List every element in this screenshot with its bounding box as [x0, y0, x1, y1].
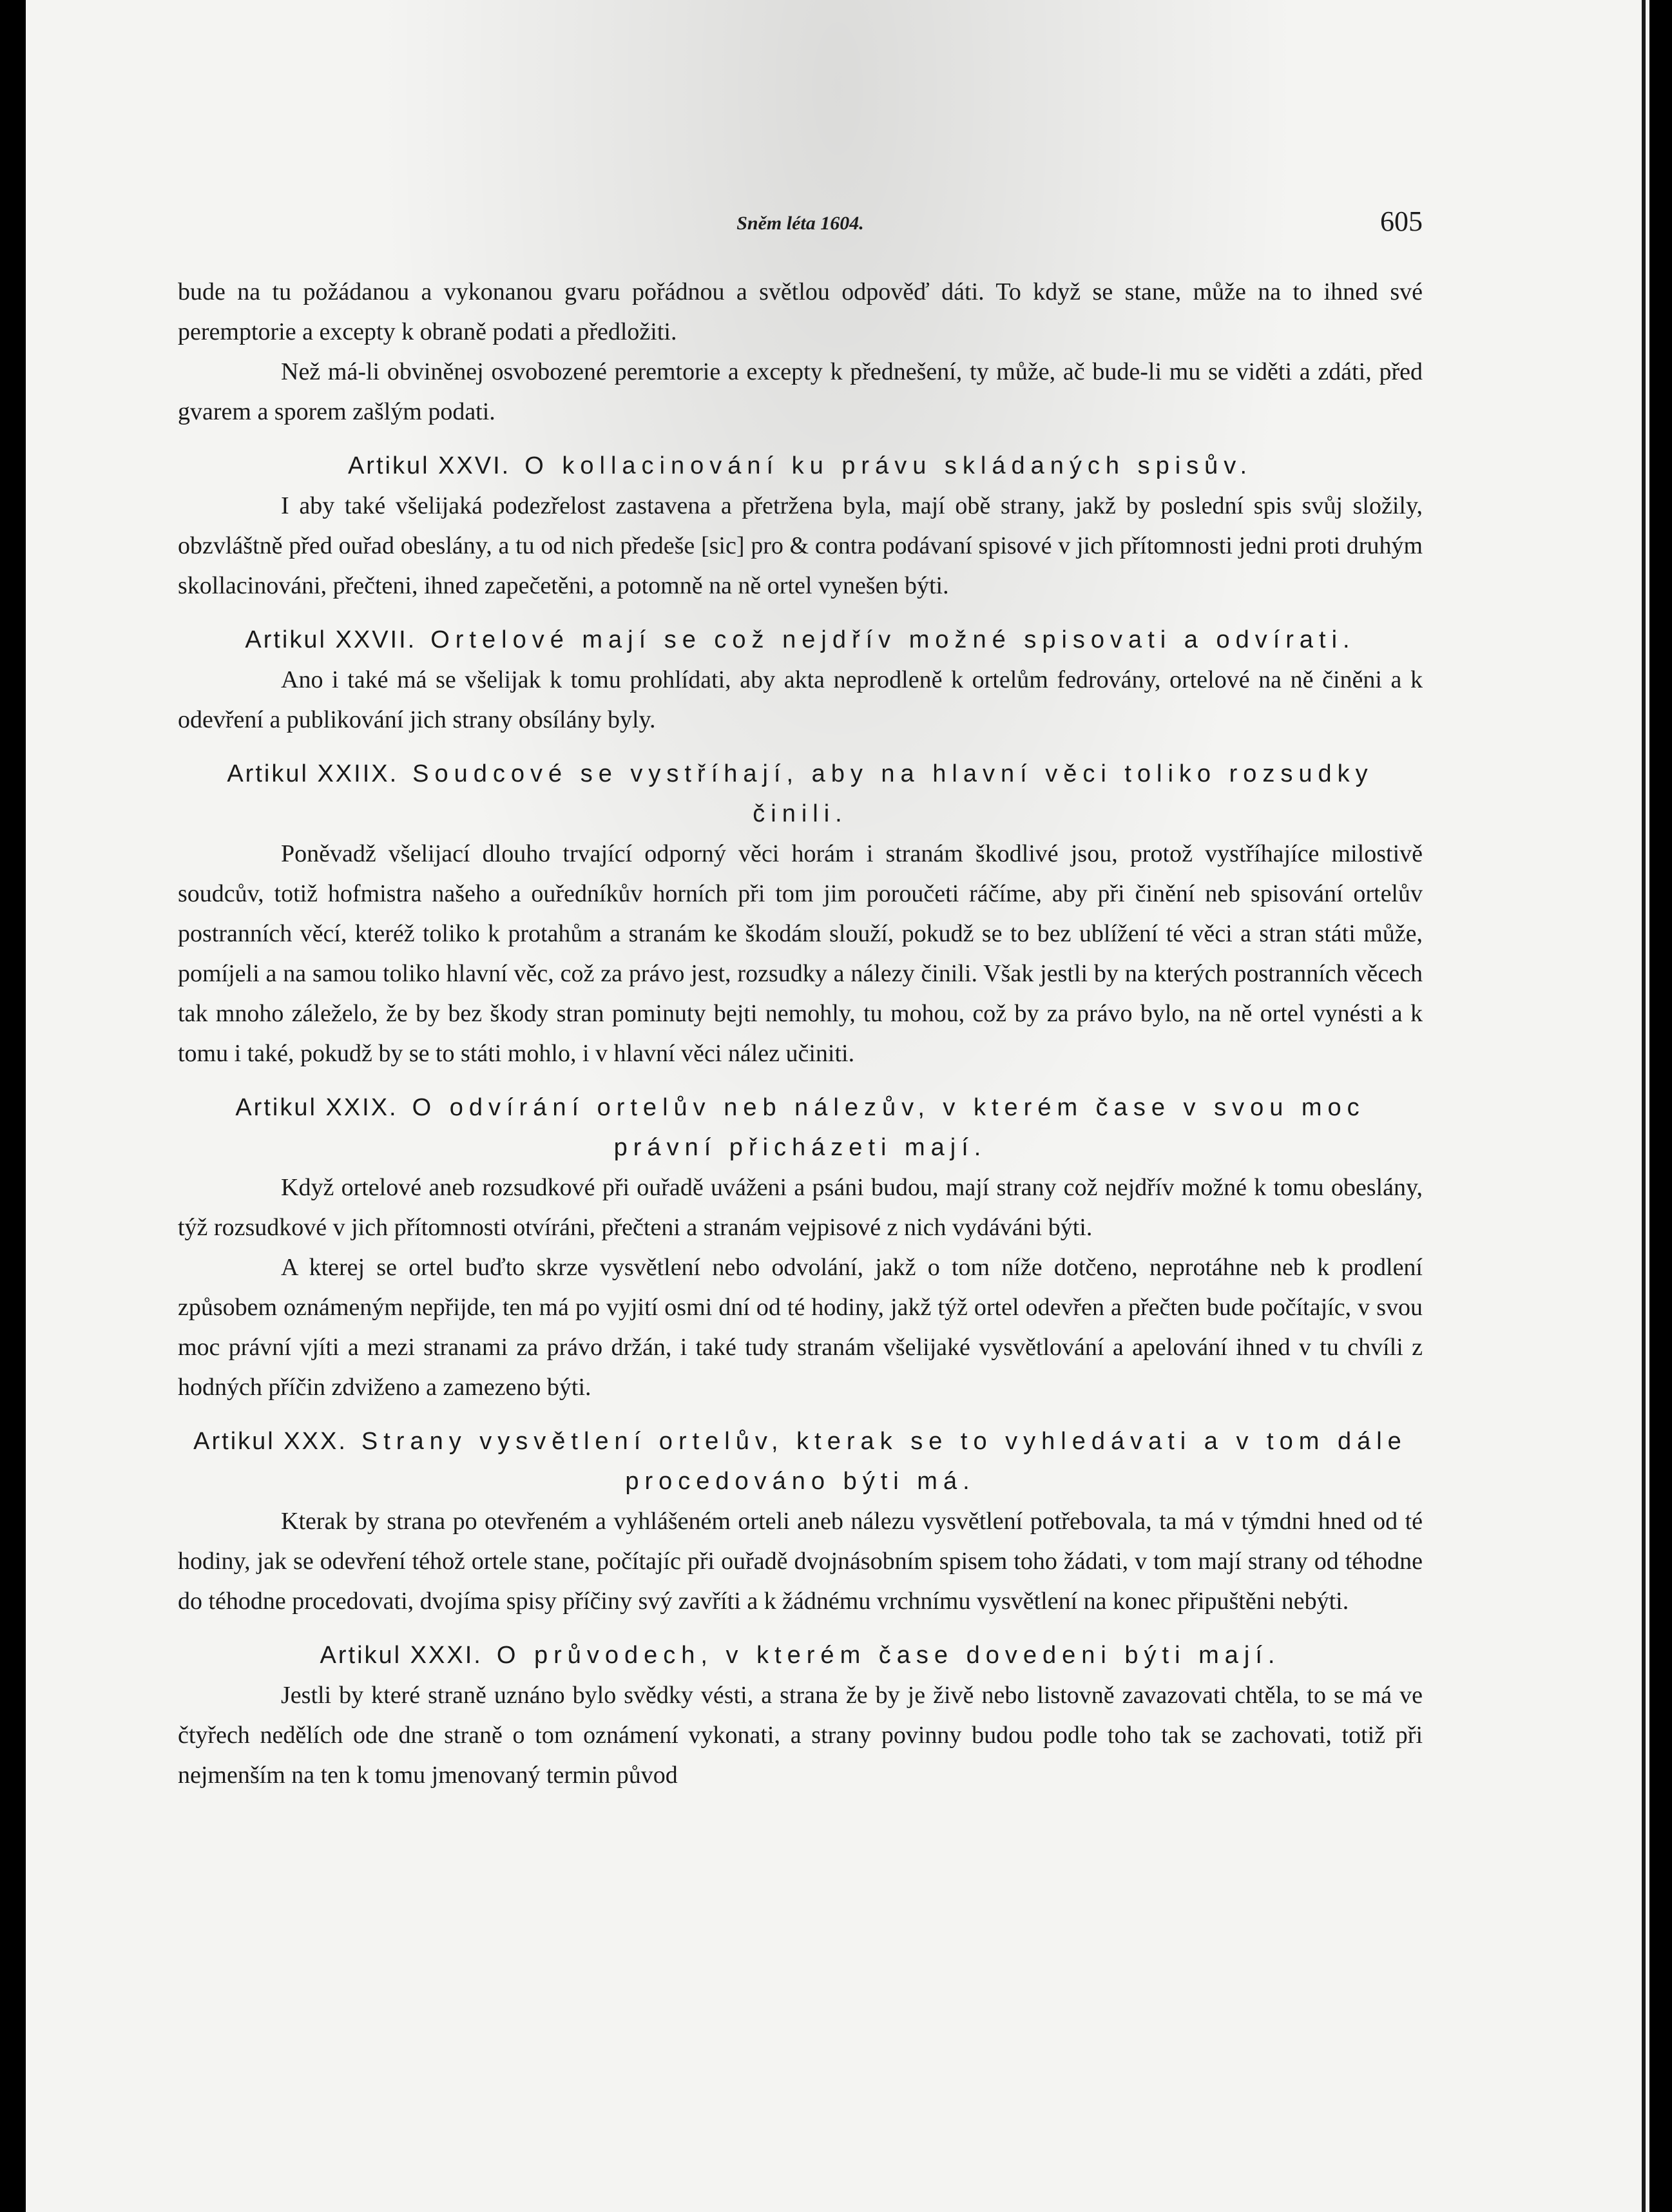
article-label: Artikul XXVI.: [347, 452, 511, 479]
page-number: 605: [1380, 206, 1423, 237]
article-heading: [178, 1088, 1423, 1168]
article-label: Artikul XXIIX.: [227, 760, 399, 787]
article-paragraph: Kterak by strana po otevřeném a vyhlášeném orteli aneb nálezu vysvětlení potřebovala, ta má v týmdni hned od té hodiny, jak se odevření téhož ortele stane, počítajíc při ouřadě dvojnásobním spisem toho žádati, v tom mají strany od téhodne do téhodne procedovati, dvojíma spisy příčiny svý zavříti a k žádnému vrchnímu vysvětlení na konec připuštěni nebýti.: [178, 1508, 1423, 1615]
article-label: Artikul XXXI.: [320, 1642, 483, 1669]
article-title: O odvírání ortelův neb nálezův, v kterém čase v svou moc právní přicházeti mají.: [412, 1094, 1365, 1161]
article-title: Soudcové se vystříhají, aby na hlavní věci toliko rozsudky činili.: [412, 760, 1374, 827]
article-heading: [178, 1421, 1423, 1501]
intro-paragraph-1: bude na tu požádanou a vykonanou gvaru pořádnou a světlou odpověď dáti. To když se stane, může na to ihned své peremptorie a excepty k obraně podati a předložiti.: [178, 278, 1423, 345]
article-paragraph: Poněvadž všelijací dlouho trvající odporný věci horám i stranám škodlivé jsou, protož vystříhajíce milostivě soudcův, totiž hofmistra našeho a ouředníkův horních při tom jim poroučeti ráčíme, aby při činění neb spisování ortelův postranních věcí, kteréž toliko k protahům a stranám ke škodám slouží, pokudž se to bez ublížení té věci a stran státi může, pomíjeli a na samou toliko hlavní věc, což za právo jest, rozsudky a nálezy činili. Však jestli by na kterých postranních věcech tak mnoho záleželo, že by bez škody stran pominuty bejti nemohly, tu mohou, což by za právo bylo, na ně ortel vynésti a k tomu i také, pokudž by se to státi mohlo, i v hlavní věci nález učiniti.: [178, 840, 1423, 1067]
article-paragraph: Když ortelové aneb rozsudkové při ouřadě uváženi a psáni budou, mají strany což nejdřív možné k tomu obeslány, týž rozsudkové v jich přítomnosti otvíráni, přečteni a stranám vejpisové z nich vydáváni býti.: [178, 1174, 1423, 1241]
article-paragraph: Ano i také má se všelijak k tomu prohlídati, aby akta neprodleně k ortelům fedrovány, ortelové na ně činěni a k odevření a publikování jich strany obsílány byly.: [178, 666, 1423, 733]
page-edge-shadow: [1642, 0, 1646, 2212]
article-label: Artikul XXX.: [193, 1428, 347, 1455]
article-heading: [178, 620, 1423, 660]
article-paragraph: A kterej se ortel buďto skrze vysvětlení nebo odvolání, jakž o tom níže dotčeno, neprotáhne neb k prodlení způsobem oznámeným nepřijde, ten má po vyjití osmi dní od té hodiny, jakž týž ortel odevřen a přečten bude počítajíc, v svou moc právní vjíti a mezi stranami za právo držán, i také tudy stranám všelijaké vysvětlování a apelování ihned v tu chvíli z hodných příčin zdviženo a zamezeno býti.: [178, 1254, 1423, 1401]
article-label: Artikul XXIX.: [235, 1094, 398, 1121]
article-heading: [178, 1635, 1423, 1675]
article-heading: [178, 446, 1423, 486]
article-title: Strany vysvětlení ortelův, kterak se to vyhledávati a v tom dále procedováno býti má.: [361, 1428, 1407, 1495]
running-header: [178, 205, 1423, 244]
intro-paragraph-2: Než má-li obviněnej osvobozené peremtorie a excepty k přednešení, ty může, ač bude-li mu se viděti a zdáti, před gvarem a sporem zašlým podati.: [178, 358, 1423, 425]
article-title: O kollacinování ku právu skládaných spisův.: [524, 452, 1253, 479]
article-heading: [178, 754, 1423, 834]
article-label: Artikul XXVII.: [245, 626, 417, 653]
article-title: Ortelové mají se což nejdřív možné spisovati a odvírati.: [430, 626, 1356, 653]
running-title: Sněm léta 1604.: [736, 213, 864, 234]
document-body: [178, 272, 1423, 1795]
article-paragraph: Jestli by které straně uznáno bylo svědky vésti, a strana že by je živě nebo listovně zavazovati chtěla, to se má ve čtyřech nedělích ode dne straně o tom oznámení vykonati, a strany povinny budou podle toho tak se zachovati, totiž při nejmenším na ten k tomu jmenovaný termin původ: [178, 1682, 1423, 1789]
article-paragraph: I aby také všelijaká podezřelost zastavena a přetržena byla, mají obě strany, jakž by poslední spis svůj složily, obzvláštně před ouřad obeslány, a tu od nich předeše [sic] pro & contra podávaní spisové v jich přítomnosti jedni proti druhým skollacinováni, přečteni, ihned zapečetěni, a potomně na ně ortel vynešen býti.: [178, 492, 1423, 599]
article-title: O průvodech, v kterém čase dovedeni býti mají.: [496, 1642, 1281, 1669]
